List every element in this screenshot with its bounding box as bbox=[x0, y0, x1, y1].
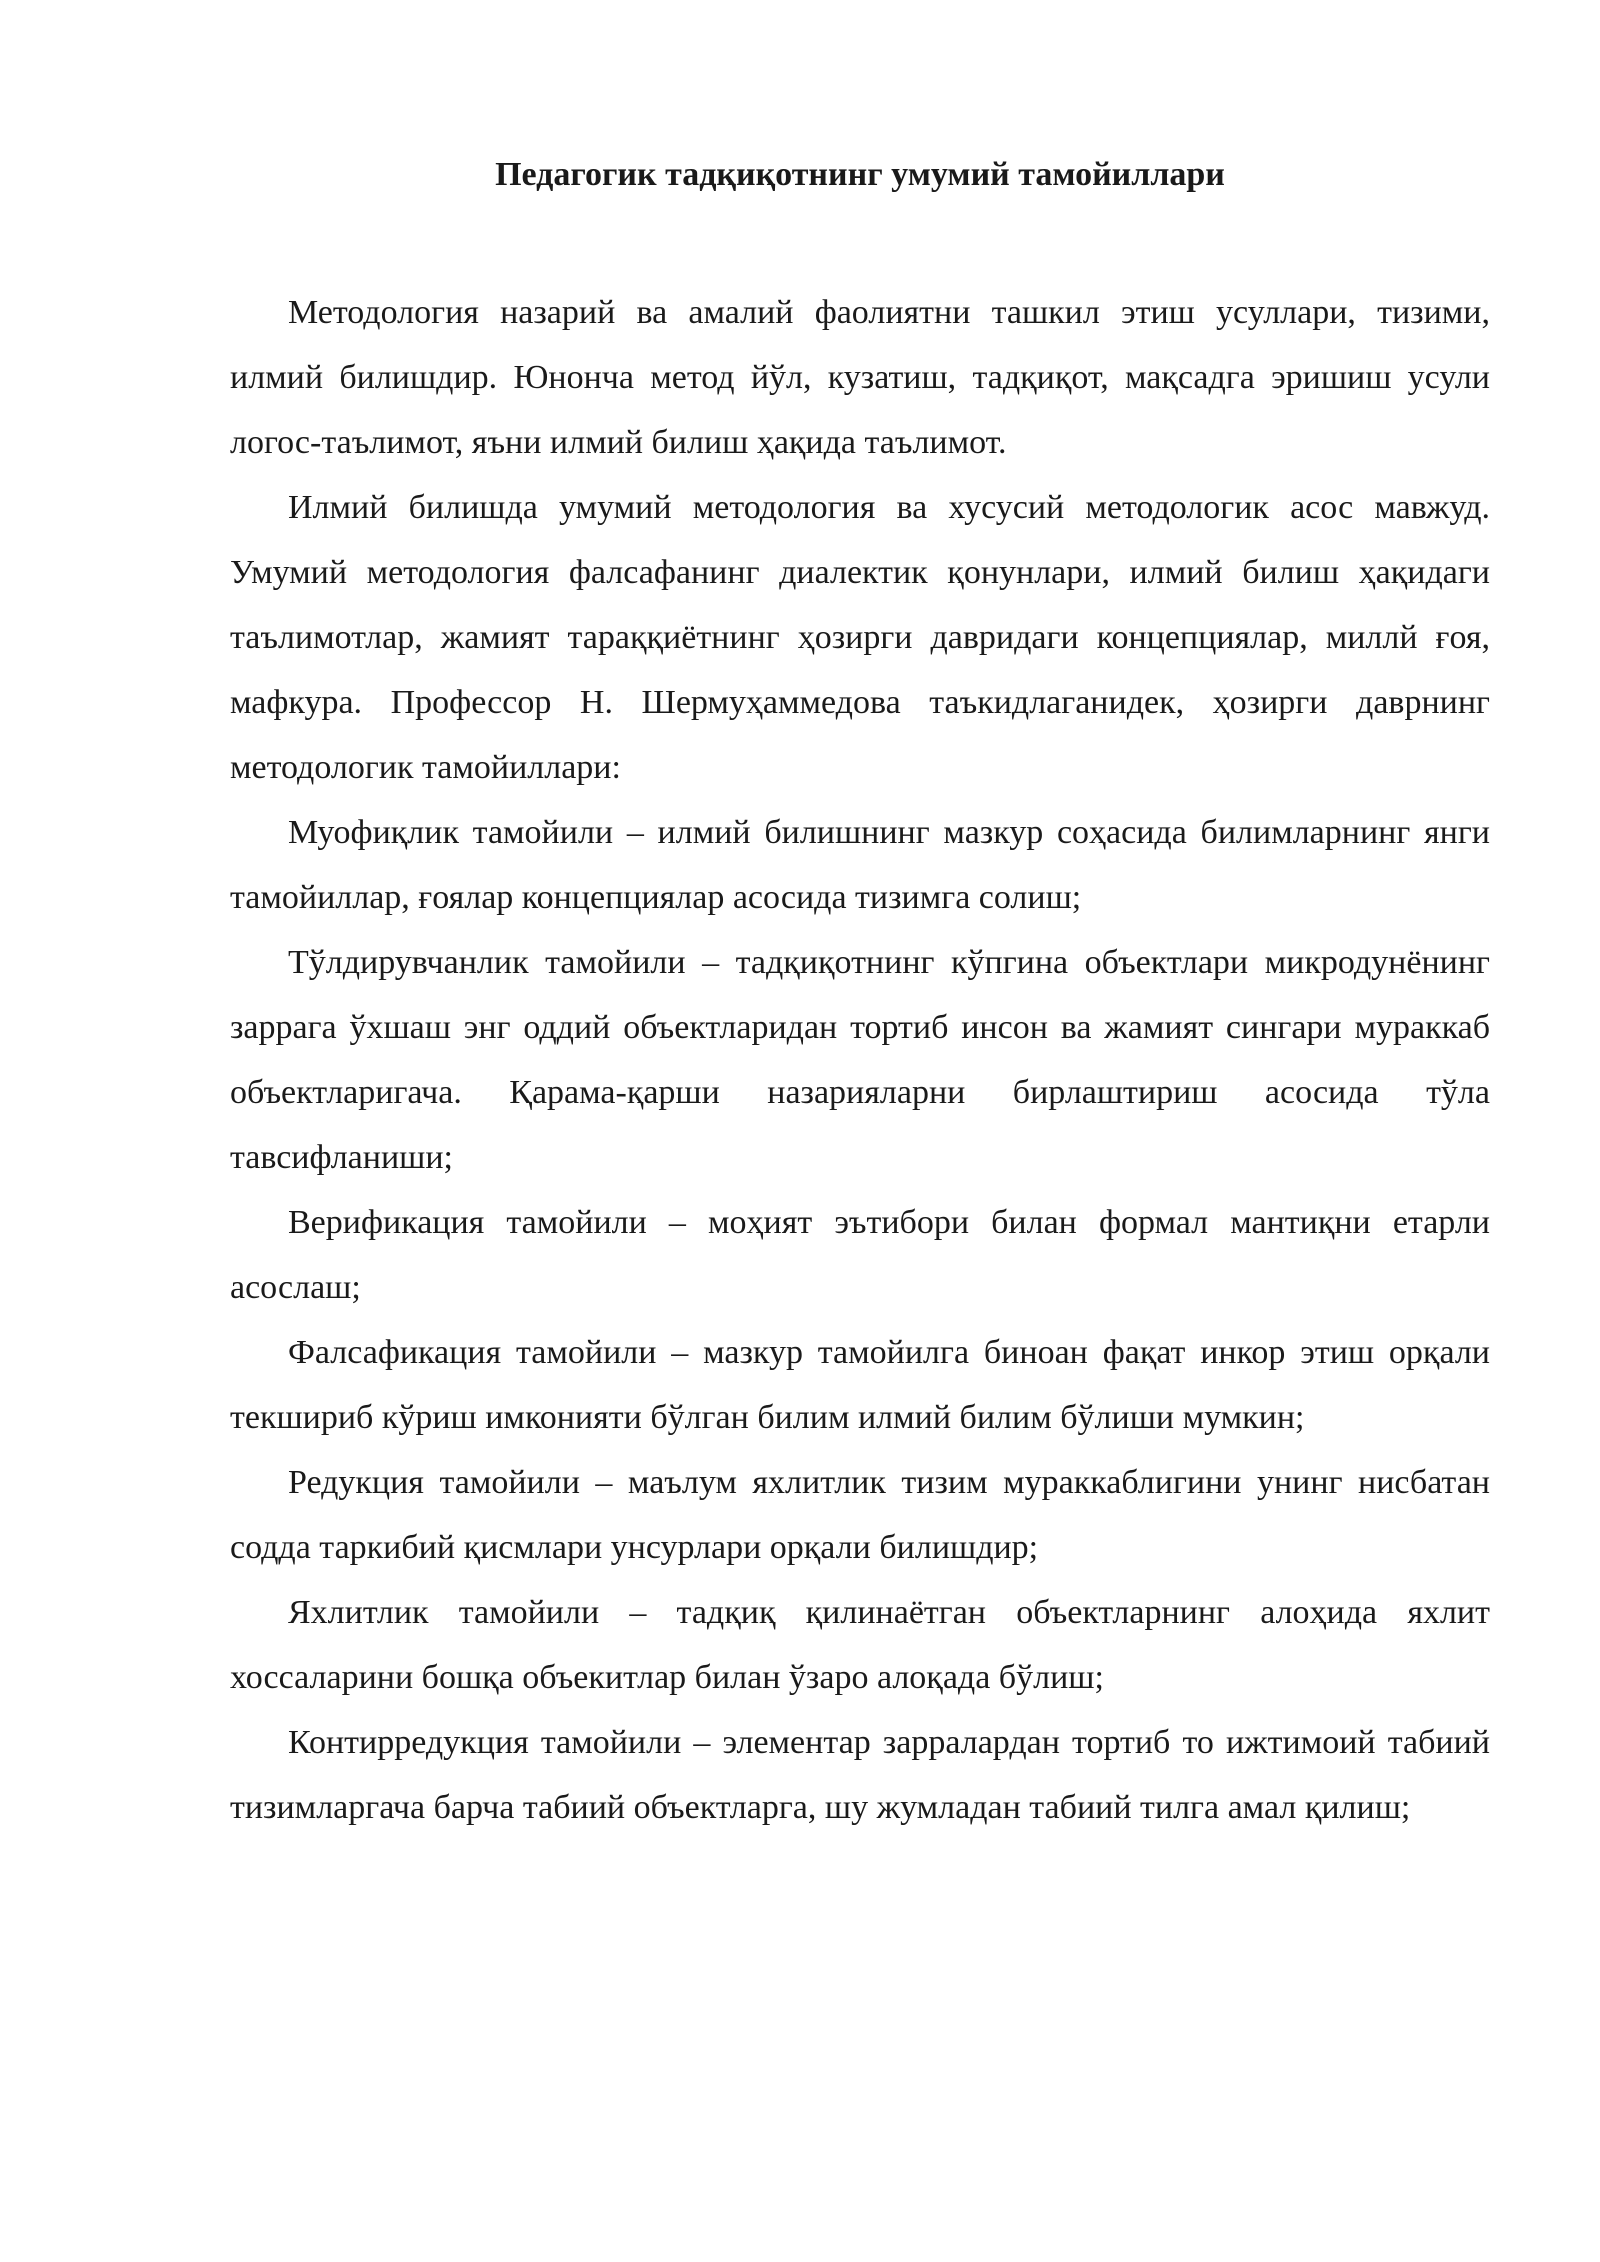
paragraph-methodology-definition: Методология назарий ва амалий фаолиятни ташкил этиш усуллари, тизими, илмий билишдир. Юнонча метод йўл, кузатиш, тадқиқот, мақсадга эришиш усули логос-таълимот, яъни илмий билиш ҳақида таълимот. bbox=[230, 294, 1490, 461]
paragraph-contrreduction-principle: Контирредукция тамойили – элементар зарралардан тортиб то ижтимоий табиий тизимларгача барча табиий объектларга, шу жумладан табиий тилга амал қилиш; bbox=[230, 1724, 1490, 1826]
paragraph-falsification-principle: Фалсафикация тамойили – мазкур тамойилга биноан фақат инкор этиш орқали текшириб кўриш имконияти бўлган билим илмий билим бўлиши мумкин; bbox=[230, 1334, 1490, 1436]
paragraph-reduction-principle: Редукция тамойили – маълум яхлитлик тизим мураккаблигини унинг нисбатан содда таркибий қисмлари унсурлари орқали билишдир; bbox=[230, 1464, 1490, 1566]
document-body bbox=[230, 280, 1490, 1840]
paragraph-integrity-principle: Яхлитлик тамойили – тадқиқ қилинаётган объектларнинг алоҳида яхлит хоссаларини бошқа объекитлар билан ўзаро алоқада бўлиш; bbox=[230, 1594, 1490, 1696]
paragraph-complementarity-principle: Тўлдирувчанлик тамойили – тадқиқотнинг кўпгина объектлари микродунёнинг заррага ўхшаш энг оддий объектларидан тортиб инсон ва жамият сингари мураккаб объектларигача. Қарама-қарши назарияларни бирлаштириш асосида тўла тавсифланиши; bbox=[230, 944, 1490, 1176]
paragraph-verification-principle: Верификация тамойили – моҳият эътибори билан формал мантиқни етарли асослаш; bbox=[230, 1204, 1490, 1306]
paragraph-correspondence-principle: Муофиқлик тамойили – илмий билишнинг мазкур соҳасида билимларнинг янги тамойиллар, ғоялар концепциялар асосида тизимга солиш; bbox=[230, 814, 1490, 916]
paragraph-general-methodology: Илмий билишда умумий методология ва хусусий методологик асос мавжуд. Умумий методология фалсафанинг диалектик қонунлари, илмий билиш ҳақидаги таълимотлар, жамият тараққиётнинг ҳозирги давридаги концепциялар, миллй ғоя, мафкура. Профессор Н. Шермуҳаммедова таъкидлаганидек, ҳозирги даврнинг методологик тамойиллари: bbox=[230, 489, 1490, 786]
document-title: Педагогик тадқиқотнинг умумий тамойиллари bbox=[495, 156, 1225, 193]
